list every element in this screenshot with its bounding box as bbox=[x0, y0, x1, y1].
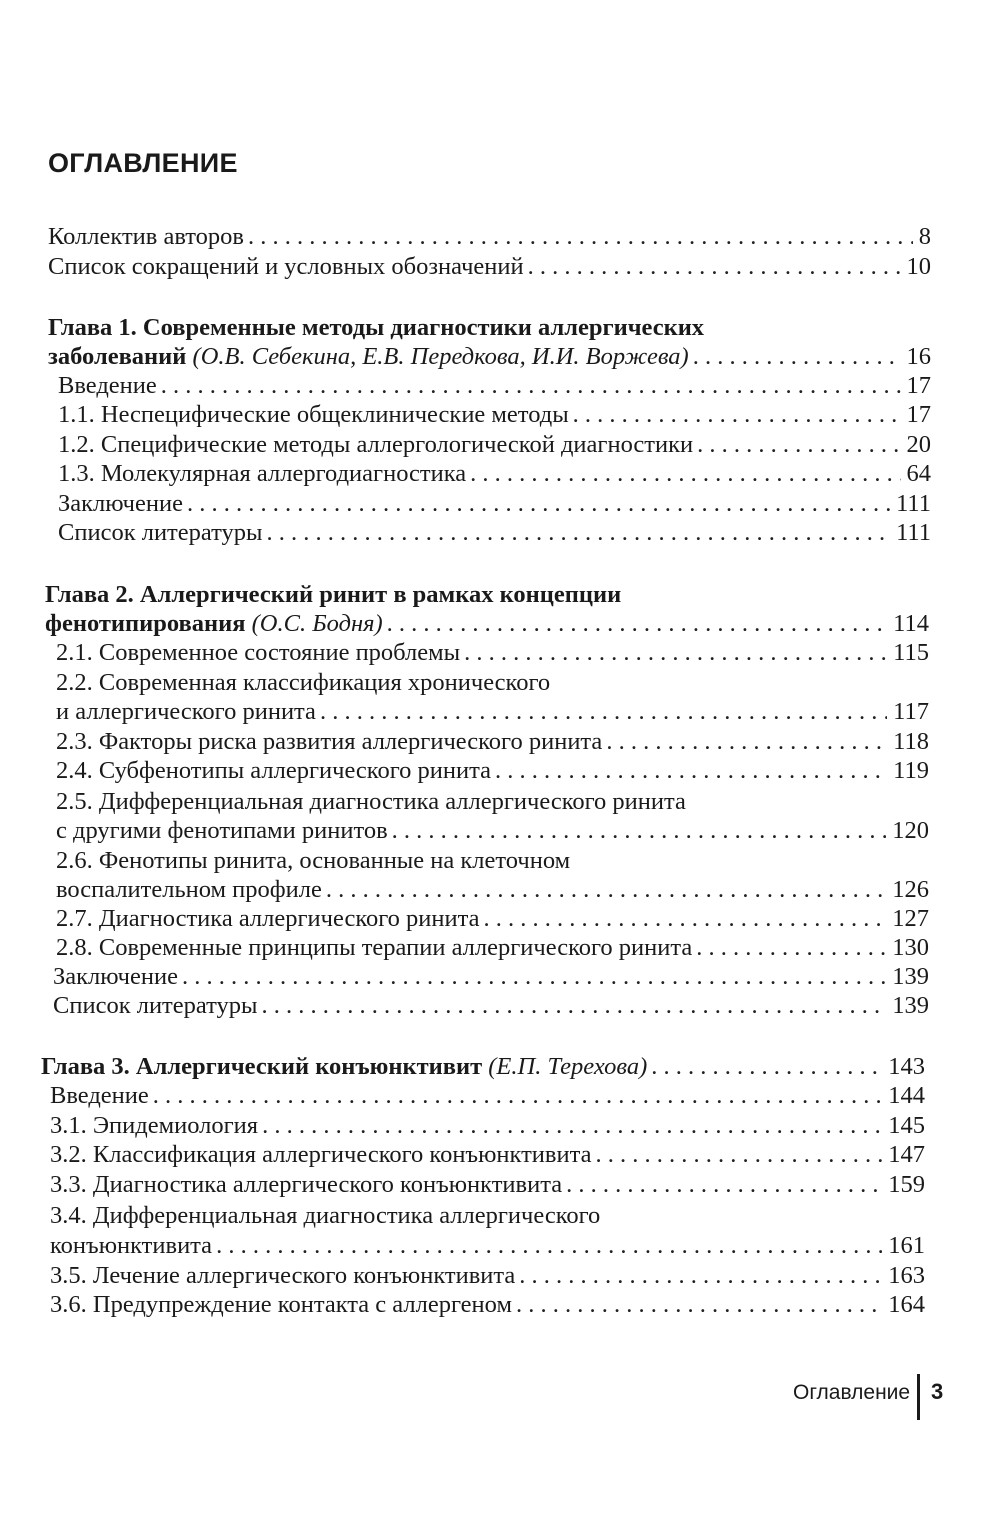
chapter-3-title-text: Глава 3. Аллергический конъюнктивит bbox=[41, 1053, 483, 1080]
leader-dots bbox=[261, 991, 886, 1021]
toc-entry-text: 3.5. Лечение аллергического конъюнктивита bbox=[50, 1262, 516, 1289]
leader-dots bbox=[248, 222, 913, 252]
toc-entry-1-1[interactable] bbox=[58, 400, 931, 430]
chapter-2-title-cont[interactable] bbox=[45, 609, 929, 639]
leader-dots bbox=[595, 1140, 882, 1170]
toc-page-number: 139 bbox=[892, 992, 929, 1019]
page-number: 3 bbox=[931, 1379, 944, 1404]
chapter-3-authors: (Е.П. Терехова) bbox=[488, 1053, 648, 1080]
chapter-2-title[interactable]: Глава 2. Аллергический ринит в рамках концепции bbox=[45, 581, 622, 608]
chapter-3-title[interactable] bbox=[41, 1052, 925, 1082]
toc-entry-text: 2.8. Современные принципы терапии аллергического ринита bbox=[56, 934, 693, 961]
leader-dots bbox=[153, 1081, 882, 1111]
toc-entry-3-4-title[interactable]: 3.4. Дифференциальная диагностика аллергического bbox=[50, 1202, 601, 1229]
leader-dots bbox=[182, 962, 886, 992]
leader-dots bbox=[326, 875, 886, 905]
leader-dots bbox=[696, 933, 886, 963]
toc-entry-3-3[interactable] bbox=[50, 1170, 925, 1200]
toc-page-number: 17 bbox=[906, 372, 931, 399]
toc-entry-ch2-references[interactable] bbox=[53, 991, 929, 1021]
toc-entry-abbreviations[interactable] bbox=[48, 252, 931, 282]
toc-page-number: 119 bbox=[893, 757, 929, 784]
toc-page-number: 20 bbox=[906, 431, 931, 458]
toc-page-number: 111 bbox=[896, 490, 931, 517]
toc-entry-2-1[interactable] bbox=[56, 638, 929, 668]
toc-page-number: 144 bbox=[888, 1082, 925, 1109]
leader-dots bbox=[266, 518, 890, 548]
toc-entry-1-2[interactable] bbox=[58, 430, 931, 460]
toc-entry-text: Список сокращений и условных обозначений bbox=[48, 253, 524, 280]
toc-page-number: 143 bbox=[888, 1053, 925, 1080]
toc-entry-3-2[interactable] bbox=[50, 1140, 925, 1170]
toc-page-number: 145 bbox=[888, 1112, 925, 1139]
leader-dots bbox=[161, 371, 901, 401]
toc-entry-text: 3.1. Эпидемиология bbox=[50, 1112, 259, 1139]
leader-dots bbox=[519, 1261, 882, 1291]
toc-page-number: 16 bbox=[906, 343, 931, 370]
toc-entry-2-2[interactable] bbox=[56, 697, 929, 727]
toc-entry-text: Введение bbox=[50, 1082, 149, 1109]
toc-entry-2-8[interactable] bbox=[56, 933, 929, 963]
toc-entry-text: 3.2. Классификация аллергического конъюнктивита bbox=[50, 1141, 592, 1168]
toc-entry-text: конъюнктивита bbox=[50, 1232, 213, 1259]
leader-dots bbox=[392, 816, 887, 846]
toc-entry-text: 1.1. Неспецифические общеклинические методы bbox=[58, 401, 569, 428]
toc-entry-authors[interactable] bbox=[48, 222, 931, 252]
leader-dots bbox=[216, 1231, 882, 1261]
toc-entry-2-7[interactable] bbox=[56, 904, 929, 934]
toc-page-number: 164 bbox=[888, 1291, 925, 1318]
toc-entry-text: 2.1. Современное состояние проблемы bbox=[56, 639, 461, 666]
toc-page-number: 64 bbox=[906, 460, 931, 487]
toc-page-number: 120 bbox=[892, 817, 929, 844]
toc-entry-text: 1.2. Специфические методы аллергологической диагностики bbox=[58, 431, 694, 458]
toc-entry-text: 3.3. Диагностика аллергического конъюнктивита bbox=[50, 1171, 563, 1198]
toc-page-number: 126 bbox=[892, 876, 929, 903]
running-footer-label: Оглавление bbox=[793, 1381, 911, 1404]
toc-entry-2-5-title[interactable]: 2.5. Дифференциальная диагностика аллергического ринита bbox=[56, 788, 686, 815]
toc-page-number: 163 bbox=[888, 1262, 925, 1289]
leader-dots bbox=[484, 904, 887, 934]
toc-page-number: 117 bbox=[893, 698, 929, 725]
toc-page-number: 118 bbox=[893, 728, 929, 755]
toc-entry-ch1-intro[interactable] bbox=[58, 371, 931, 401]
toc-entry-3-1[interactable] bbox=[50, 1111, 925, 1141]
toc-page-number: 17 bbox=[906, 401, 931, 428]
toc-page-number: 159 bbox=[888, 1171, 925, 1198]
toc-entry-text: 1.3. Молекулярная аллергодиагностика bbox=[58, 460, 467, 487]
toc-page-number: 8 bbox=[918, 223, 931, 250]
toc-entry-2-5[interactable] bbox=[56, 816, 929, 846]
chapter-1-title-cont[interactable] bbox=[48, 342, 931, 372]
toc-entry-ch1-references[interactable] bbox=[58, 518, 931, 548]
toc-entry-2-6-title[interactable]: 2.6. Фенотипы ринита, основанные на клеточном bbox=[56, 847, 571, 874]
page-title: ОГЛАВЛЕНИЕ bbox=[48, 148, 238, 178]
toc-entry-text: и аллергического ринита bbox=[56, 698, 316, 725]
toc-page-number: 147 bbox=[888, 1141, 925, 1168]
leader-dots bbox=[528, 252, 901, 282]
toc-entry-text: Заключение bbox=[58, 490, 183, 517]
chapter-1-title-end: заболеваний bbox=[48, 343, 187, 370]
toc-entry-text: 2.4. Субфенотипы аллергического ринита bbox=[56, 757, 491, 784]
toc-page-number: 139 bbox=[892, 963, 929, 990]
leader-dots bbox=[262, 1111, 882, 1141]
leader-dots bbox=[573, 400, 901, 430]
toc-entry-text: Список литературы bbox=[53, 992, 258, 1019]
toc-entry-text: Список литературы bbox=[58, 519, 263, 546]
toc-page-number: 161 bbox=[888, 1232, 925, 1259]
toc-page-number: 114 bbox=[893, 610, 929, 637]
leader-dots bbox=[464, 638, 887, 668]
toc-entry-3-4[interactable] bbox=[50, 1231, 925, 1261]
toc-entry-2-6[interactable] bbox=[56, 875, 929, 905]
toc-entry-ch2-conclusion[interactable] bbox=[53, 962, 929, 992]
leader-dots bbox=[187, 489, 890, 519]
toc-page-number: 130 bbox=[892, 934, 929, 961]
leader-dots bbox=[495, 756, 887, 786]
chapter-2-title-end: фенотипирования bbox=[45, 610, 246, 637]
chapter-2-authors: (О.С. Бодня) bbox=[251, 610, 383, 637]
leader-dots bbox=[470, 459, 900, 489]
toc-entry-1-3[interactable] bbox=[58, 459, 931, 489]
toc-page-number: 115 bbox=[893, 639, 929, 666]
toc-entry-text: 3.6. Предупреждение контакта с аллергеном bbox=[50, 1291, 512, 1318]
toc-page-number: 10 bbox=[906, 253, 931, 280]
chapter-1-authors: (О.В. Себекина, Е.В. Передкова, И.И. Воржева) bbox=[192, 343, 689, 370]
footer-divider bbox=[917, 1374, 920, 1420]
leader-dots bbox=[697, 430, 900, 460]
leader-dots bbox=[566, 1170, 882, 1200]
toc-entry-ch3-intro[interactable] bbox=[50, 1081, 925, 1111]
leader-dots bbox=[693, 342, 901, 372]
leader-dots bbox=[651, 1052, 882, 1082]
leader-dots bbox=[606, 727, 887, 757]
chapter-1-title[interactable]: Глава 1. Современные методы диагностики аллергических bbox=[48, 314, 705, 341]
toc-page-number: 127 bbox=[892, 905, 929, 932]
leader-dots bbox=[320, 697, 887, 727]
toc-entry-ch1-conclusion[interactable] bbox=[58, 489, 931, 519]
leader-dots bbox=[516, 1290, 882, 1320]
toc-entry-text: Коллектив авторов bbox=[48, 223, 244, 250]
toc-entry-2-4[interactable] bbox=[56, 756, 929, 786]
toc-entry-text: Заключение bbox=[53, 963, 178, 990]
toc-entry-2-3[interactable] bbox=[56, 727, 929, 757]
toc-entry-text: 2.3. Факторы риска развития аллергического ринита bbox=[56, 728, 603, 755]
toc-entry-3-5[interactable] bbox=[50, 1261, 925, 1291]
toc-entry-2-2-title[interactable]: 2.2. Современная классификация хронического bbox=[56, 669, 551, 696]
toc-entry-3-6[interactable] bbox=[50, 1290, 925, 1320]
leader-dots bbox=[387, 609, 887, 639]
toc-entry-text: 2.7. Диагностика аллергического ринита bbox=[56, 905, 480, 932]
toc-entry-text: воспалительном профиле bbox=[56, 876, 322, 903]
toc-page-number: 111 bbox=[896, 519, 931, 546]
toc-entry-text: Введение bbox=[58, 372, 157, 399]
toc-entry-text: с другими фенотипами ринитов bbox=[56, 817, 388, 844]
